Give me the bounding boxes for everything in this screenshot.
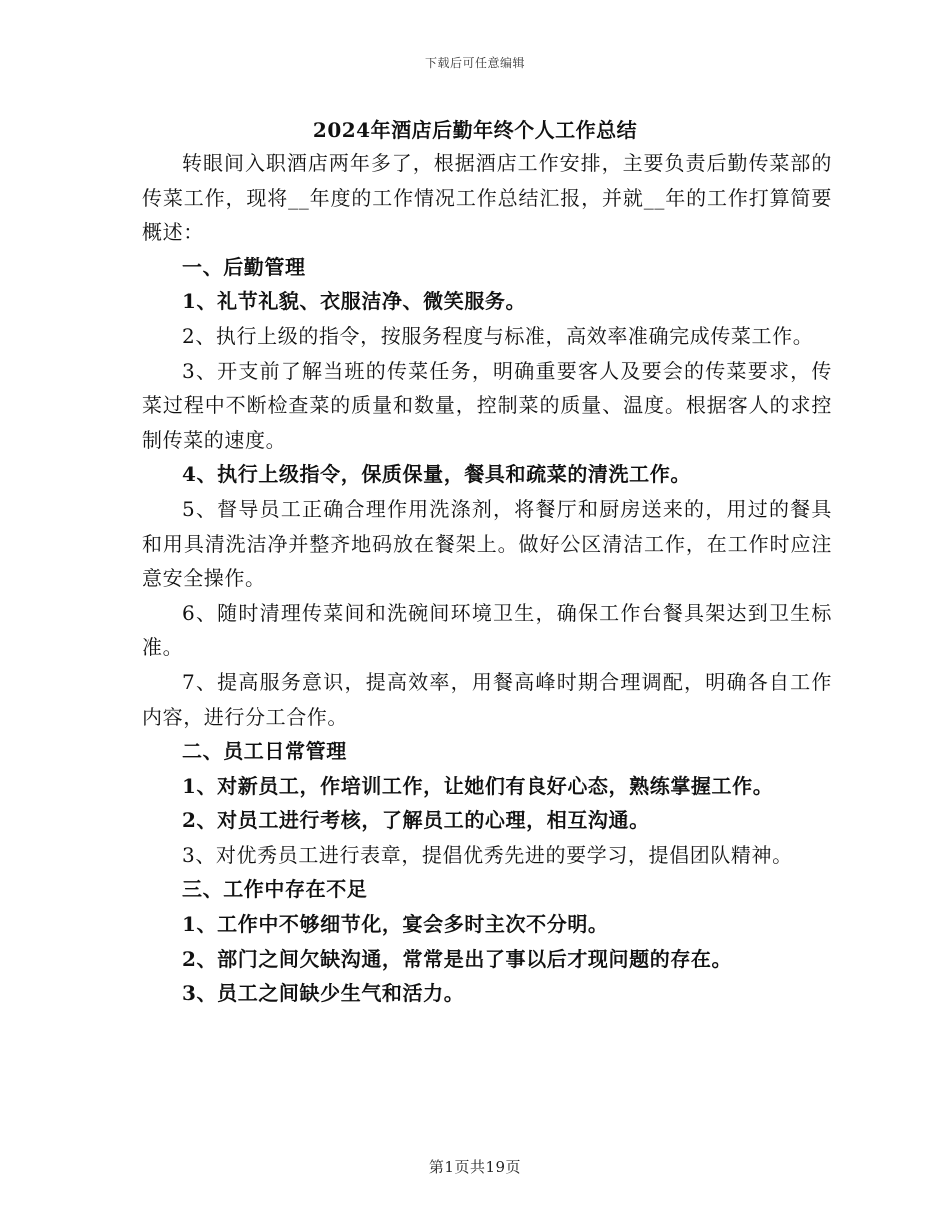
list-item: 2、部门之间欠缺沟通，常常是出了事以后才现问题的存在。 bbox=[182, 946, 733, 971]
list-item: 1、对新员工，作培训工作，让她们有良好心态，熟练掌握工作。 bbox=[182, 773, 774, 798]
list-item: 3、开支前了解当班的传菜任务，明确重要客人及要会的传菜要求，传菜过程中不断检查菜的质量和数量，控制菜的质量、温度。根据客人的求控制传菜的速度。 bbox=[142, 358, 832, 452]
list-item: 3、对优秀员工进行表章，提倡优秀先进的要学习，提倡团队精神。 bbox=[182, 842, 793, 867]
list-item: 3、员工之间缺少生气和活力。 bbox=[182, 981, 465, 1006]
section-heading: 一、后勤管理 bbox=[182, 254, 306, 279]
list-item: 1、工作中不够细节化，宴会多时主次不分明。 bbox=[182, 912, 609, 937]
document-title: 2024年酒店后勤年终个人工作总结 bbox=[312, 118, 638, 142]
section-heading: 二、员工日常管理 bbox=[182, 739, 347, 764]
list-item: 7、提高服务意识，提高效率，用餐高峰时期合理调配，明确各自工作内容，进行分工合作。 bbox=[142, 669, 832, 729]
section-heading: 三、工作中存在不足 bbox=[182, 877, 368, 902]
document-body bbox=[142, 146, 832, 1011]
list-item: 2、对员工进行考核，了解员工的心理，相互沟通。 bbox=[182, 808, 650, 833]
list-item: 5、督导员工正确合理作用洗涤剂，将餐厅和厨房送来的，用过的餐具和用具清洗洁净并整齐地码放在餐架上。做好公区清洁工作，在工作时应注意安全操作。 bbox=[142, 496, 832, 591]
intro-paragraph: 转眼间入职酒店两年多了，根据酒店工作安排，主要负责后勤传菜部的传菜工作，现将__年度的工作情况工作总结汇报，并就__年的工作打算简要概述： bbox=[142, 151, 832, 245]
header-note: 下载后可任意编辑 bbox=[424, 56, 525, 70]
list-item: 4、执行上级指令，保质保量，餐具和疏菜的清洗工作。 bbox=[182, 462, 691, 487]
list-item: 6、随时清理传菜间和洗碗间环境卫生，确保工作台餐具架达到卫生标准。 bbox=[142, 600, 832, 660]
list-item: 1、礼节礼貌、衣服洁净、微笑服务。 bbox=[182, 289, 527, 314]
list-item: 2、执行上级的指令，按服务程度与标准，高效率准确完成传菜工作。 bbox=[182, 323, 814, 348]
page-number: 第1页共19页 bbox=[428, 1158, 522, 1176]
